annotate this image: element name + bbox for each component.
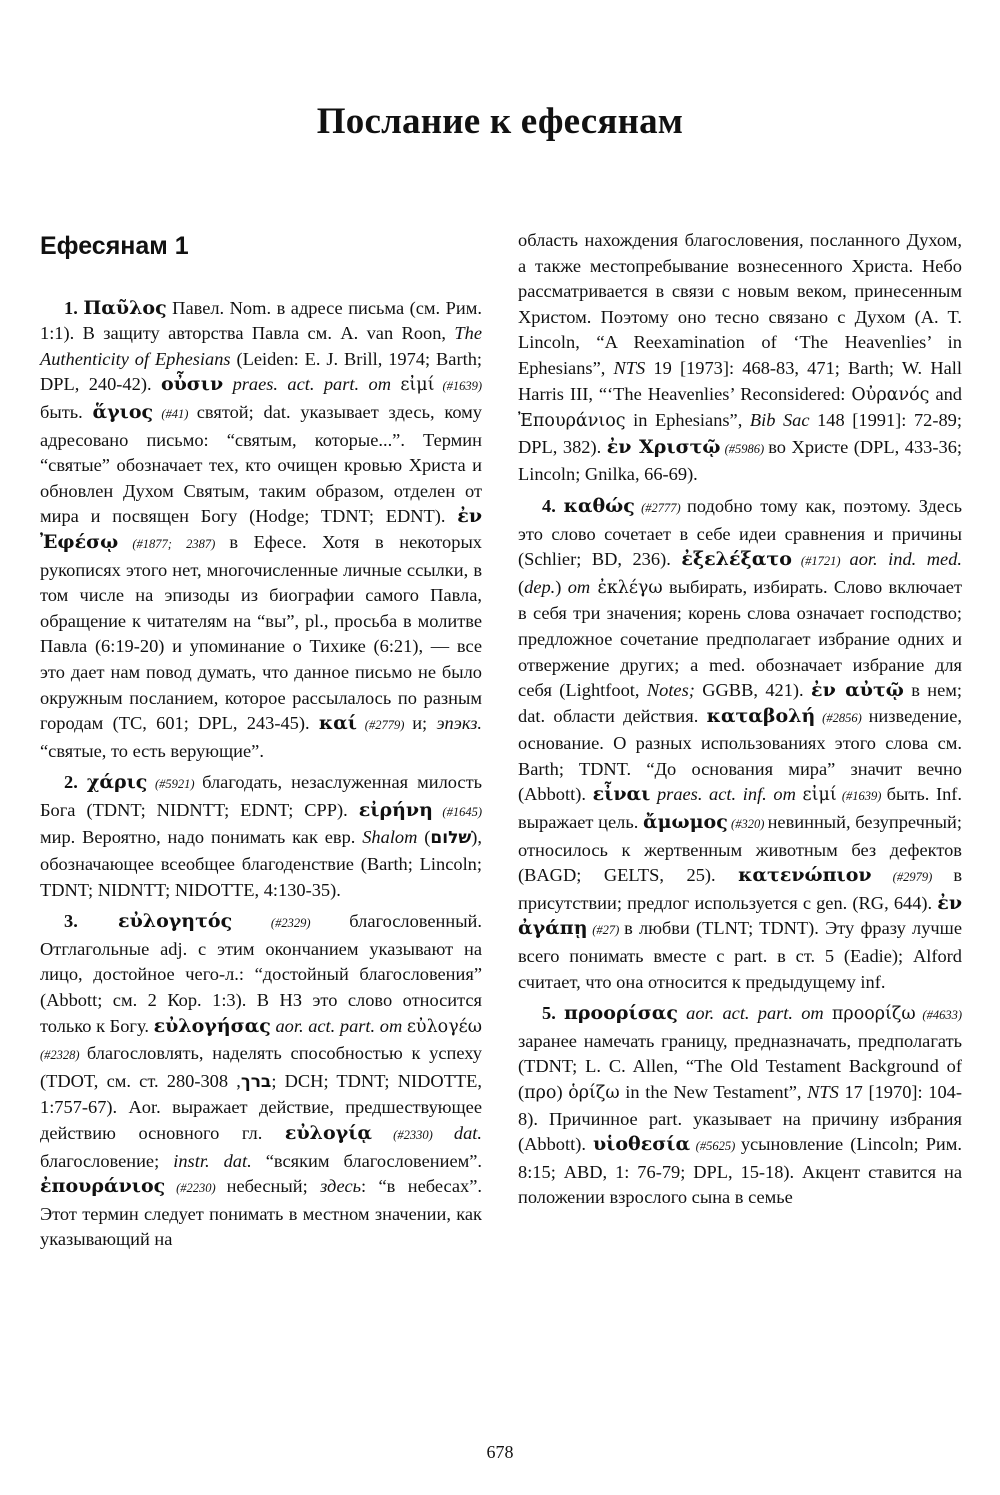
strong-ref: (#2856) (815, 710, 869, 725)
grammar-note: instr. dat. (173, 1150, 252, 1171)
commentary-text: in Ephesians”, (625, 410, 750, 431)
greek-term: ἄμωμος (643, 811, 728, 834)
verse-5-paragraph (518, 1001, 962, 1211)
greek-term: Παῦλος (83, 296, 167, 319)
commentary-text: and (929, 383, 963, 404)
strong-ref: (#2777) (634, 500, 687, 515)
commentary-text: 19 [1973]: 468-83, 471; Barth; W. Hall Harris III, “‘The Heavenlies’ Reconsidered: (518, 357, 962, 404)
book-title-citation: Notes; (646, 680, 695, 701)
strong-ref: (#1645) (432, 804, 483, 819)
greek-word: προ (524, 1083, 557, 1103)
strong-ref: (#27) (587, 923, 625, 938)
commentary-text: во Христе (DPL, 433-36; Lincoln; Gnilka, 66-69). (518, 436, 963, 485)
greek-term: ἐξελέξατο (681, 548, 792, 571)
greek-term: εὐλογήσας (153, 1014, 271, 1037)
greek-word: ἐκλέγω (590, 577, 663, 598)
grammar-note: aor. act. part. от (270, 1015, 407, 1036)
greek-term: καταβολή (706, 704, 816, 727)
strong-ref: (#5986) (720, 441, 769, 456)
greek-term: ἐν Χριστῷ (606, 435, 721, 458)
greek-term: εὐλογητός (118, 910, 233, 933)
commentary-text: ) (556, 1082, 569, 1102)
commentary-text: , 280-308; DCH; TDNT; NIDOTTE, 1:757-67). Aor. выражает действие, предшествующее действию основного гл. (40, 1070, 482, 1143)
commentary-text: “всяким благословением”. (251, 1150, 483, 1171)
commentary-text: : “в небесах”. Этот термин следует понимать в местном значении, как указывающий на (40, 1176, 482, 1250)
strong-ref: (#2779) (356, 718, 413, 733)
commentary-text: выбирать, избирать. Слово включает в себя три значения; корень слова означает господство; предложное сочетание предполагает избрание одних и отвержение других; a med. обозначает избрание для себя (Lightfoot, (518, 576, 962, 701)
commentary-text: 148 [1991]: 72-89; DPL, 382). (518, 410, 962, 457)
strong-ref: (#1721) (791, 554, 850, 569)
strong-ref: (#5921) (147, 777, 203, 792)
greek-term: εὐλογίᾳ (284, 1122, 373, 1144)
commentary-text: (Leiden: E. J. Brill, 1974; Barth; DPL, 240-42). (40, 348, 482, 395)
greek-term: χάρις (86, 771, 148, 794)
verse-number: 2. (64, 772, 78, 793)
strong-ref: (#2979) (871, 870, 954, 885)
commentary-text: область нахождения благословения, посланного Духом, а также местопребывание вознесенного Христа. Небо рассматривается в связи с новым веком, принесенным Христом. Поэтому оно тесно связано с Духом (A. T. Lincoln, “A Reexamination of ‘The Heavenlies’ in Ephesians”, (518, 230, 962, 378)
grammar-note: эпэкз. (436, 713, 482, 734)
verse-3-continuation (518, 228, 962, 488)
commentary-text: благодать, незаслуженная милость Бога (TDNT; NIDNTT; EDNT; CPP). (40, 772, 483, 820)
commentary-text: ) (555, 576, 568, 597)
greek-word: Ἐπουράνιος (518, 411, 626, 432)
grammar-note: praes. act. part. от (223, 374, 401, 395)
commentary-text: в любви (TLNT; TDNT). Эту фразу лучше всего понимать вместе с part. в ст. 5 (Eadie); Alford считает, что она относится к предыдущему inf. (518, 918, 962, 992)
commentary-text: усыновление (Lincoln; Рим. 8:15; ABD, 1: 76-79; DPL, 15-18). Акцент ставится на положении взрослого сына в семье (518, 1134, 963, 1208)
greek-word: εὐλογέω (406, 1016, 482, 1037)
commentary-text: заранее намечать границу, предназначать, предполагать (TDNT; L. C. Allen, “The Old Testament Background of ( (518, 1030, 962, 1102)
strong-ref: (#2328) (40, 1048, 87, 1063)
greek-term: εἶναι (592, 783, 651, 806)
journal-title: NTS (613, 357, 646, 378)
hebrew-word: שׁלום (430, 828, 472, 849)
grammar-note: aor. ind. med. (849, 549, 962, 570)
commentary-text: и; (412, 713, 437, 734)
grammar-note: praes. act. inf. от (650, 784, 803, 805)
strong-ref: (#320) (727, 817, 768, 832)
greek-term: καί (318, 712, 357, 735)
verse-number: 4. (542, 495, 556, 516)
grammar-note: dat. (453, 1123, 482, 1143)
strong-ref: (#2329) (232, 916, 350, 931)
right-column (518, 228, 962, 1217)
greek-term: ἐπουράνιος (40, 1175, 166, 1198)
verse-4-paragraph (518, 494, 962, 995)
page-number: 678 (486, 1442, 514, 1462)
strong-ref: (#2330) (372, 1128, 454, 1142)
hebrew-word: ברך (240, 1071, 272, 1092)
commentary-text: GGBB, 421). (694, 680, 812, 701)
commentary-text: благословенный. Отглагольные adj. с этим окончанием указывают на лицо, достойное чего-л.: “достойный благословения” (Abbott; см. 2 Кор. 1:3). В НЗ это слово относится только к Богу. (40, 911, 482, 1036)
verse-2-paragraph (40, 770, 482, 903)
strong-ref: (#4633) (915, 1008, 963, 1023)
commentary-text: быть. (40, 401, 93, 422)
verse-number: 5. (542, 1003, 556, 1024)
commentary-text: в нем; dat. области действия. (518, 680, 963, 726)
verse-3-paragraph (40, 909, 482, 1253)
commentary-text: ( (518, 576, 525, 597)
strong-ref: (#1639) (836, 789, 887, 804)
greek-term: καθώς (563, 494, 635, 517)
greek-term: ἐν αὐτῷ (811, 679, 904, 702)
greek-word: προορίζω (831, 1004, 916, 1025)
greek-term: ἐν ἀγάπῃ (518, 891, 962, 940)
strong-ref: (#1639) (434, 379, 483, 394)
commentary-text: невинный, безупречный; относилось к жертвенным животным без дефектов (BAGD; GELTS, 25). (518, 812, 962, 886)
commentary-text: подобно тому как, поэтому. Здесь это слово сочетает в себе идеи сравнения и причины (Schlier; BD, 236). (518, 495, 962, 570)
commentary-text: небесный; (226, 1176, 321, 1197)
strong-ref: (#1877; 2387) (118, 536, 230, 551)
grammar-note: dep. (524, 576, 556, 597)
commentary-text: в Ефесе. Хотя в некоторых рукописях этого нет, многочисленные личные ссылки, в том числе на эпизоды из биографии самого Павла, обращение к читателям на “вы”, pl., просьба в молитве Павла (6:19-20) и упоминание о Тихике (6:21), — все это дает нам повод думать, что данное письмо не было окружным посланием, которое рассылалось по разным городам (TC, 601; DPL, 243-45). (40, 531, 482, 734)
page-title: Послание к ефесянам (316, 101, 684, 142)
commentary-text: в присутствии; предлог используется с gen. (RG, 644). (518, 865, 962, 913)
left-column (40, 226, 482, 1259)
greek-word: Οὐρανός (851, 384, 930, 405)
term-italic: Shalom (362, 827, 418, 848)
book-title-citation: The Authenticity of Ephesians (40, 323, 482, 369)
grammar-note: aor. act. part. от (677, 1003, 832, 1024)
verse-number: 1. (64, 297, 78, 318)
greek-term: ἅγιος (92, 400, 154, 423)
greek-word: εἰμί (400, 375, 435, 396)
chapter-heading: Ефесянам 1 (40, 232, 189, 260)
strong-ref: (#2230) (165, 1181, 227, 1196)
commentary-text: ), обозначающее всеобщее благоденствие (Barth; Lincoln; TDNT; NIDNTT; NIDOTTE, 4:130-35). (40, 827, 482, 900)
greek-term: υἱοθεσία (592, 1133, 691, 1156)
grammar-note: от (567, 576, 591, 597)
greek-term: προορίσας (564, 1002, 678, 1025)
commentary-text: “святые, то есть верующие”. (40, 740, 264, 761)
commentary-text: святой; dat. указывает здесь, кому адресовано письмо: “святым, которые...”. Термин “святые” обозначает тех, кто очищен кровью Христа и обновлен Духом Святым, таким образом, отделен от мира и посвящен Богу (Hodge; TDNT; EDNT). (40, 401, 482, 527)
commentary-text: низведение, основание. О разных использованиях этого слова см. Barth; TDNT. “До основания мира” значит вечно (Abbott). (518, 705, 963, 805)
journal-title: NTS (807, 1082, 839, 1102)
commentary-text: Павел. Nom. в адресе письма (см. Рим. 1:1). В защиту авторства Павла см. A. van Roon, (40, 297, 482, 344)
strong-ref: (#41) (153, 406, 197, 421)
greek-term: ἐν Ἐφέσῳ (40, 505, 482, 553)
verse-number: 3. (64, 911, 78, 932)
verse-1-paragraph (40, 296, 482, 765)
journal-title: Bib Sac (749, 410, 810, 431)
commentary-text: ( (417, 827, 431, 848)
strong-ref: (#5625) (690, 1139, 741, 1154)
grammar-note: здесь (320, 1176, 361, 1197)
greek-term: κατενώπιον (738, 864, 872, 887)
commentary-text: 17 [1970]: 104-8). Причинное part. указывает на причину избрания (Abbott). (518, 1082, 962, 1155)
commentary-text: мир. Вероятно, надо понимать как евр. (40, 827, 363, 848)
commentary-text: благословение; (40, 1150, 174, 1171)
commentary-text: благословлять, наделять способностью к успеху (TDOT, см. ст. (40, 1043, 482, 1091)
greek-term: οὖσιν (160, 373, 224, 396)
greek-term: εἰρήνη (358, 798, 433, 821)
commentary-text: быть. Inf. выражает цель. (518, 784, 963, 833)
greek-word: εἰμί (802, 785, 837, 806)
greek-word: ὁρίζω (568, 1083, 620, 1103)
commentary-text: in the New Testament”, (619, 1082, 808, 1102)
